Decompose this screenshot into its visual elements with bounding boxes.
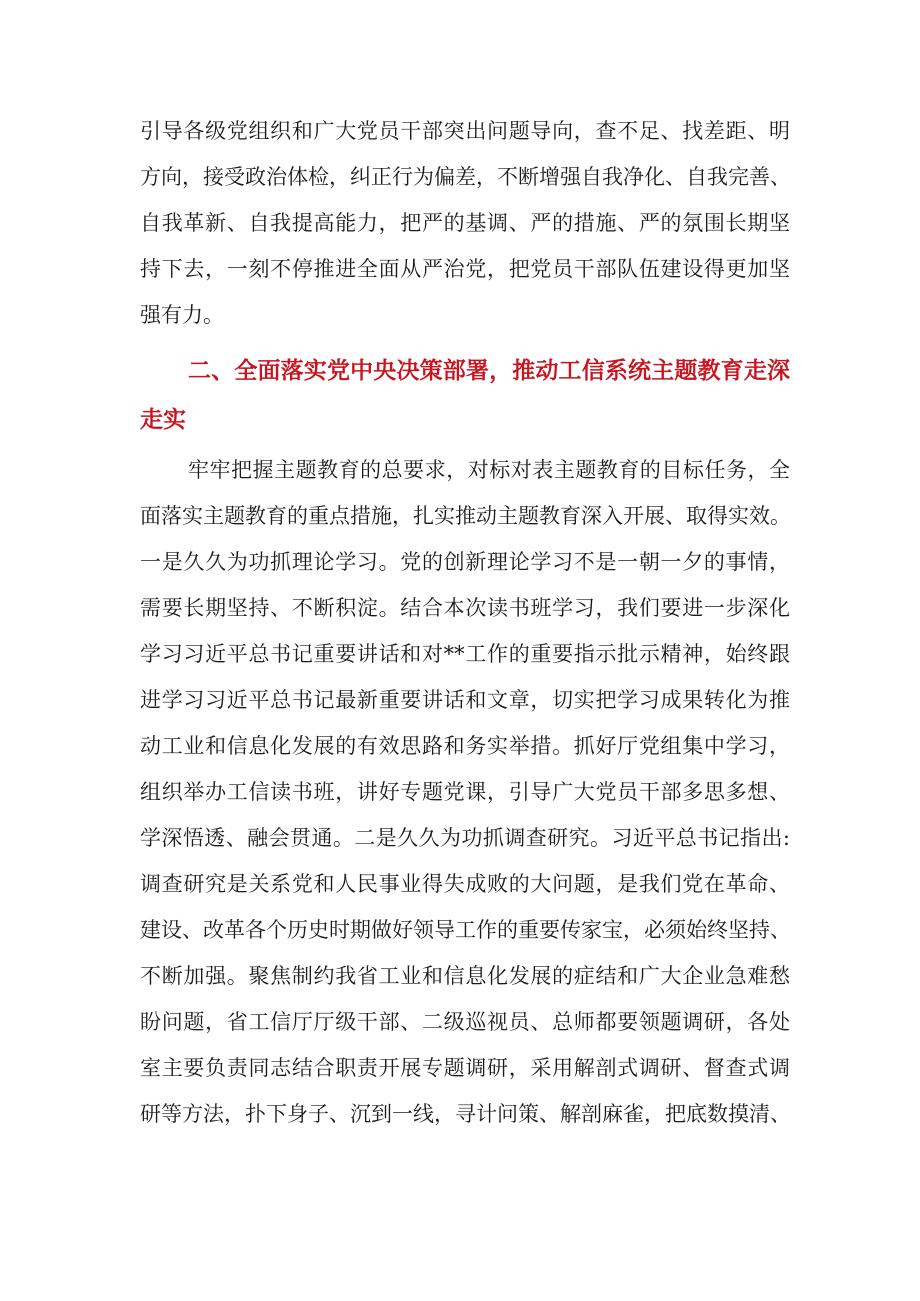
paragraph-2-line: 牢牢把握主题教育的总要求，对标对表主题教育的目标任务，全 xyxy=(188,458,790,482)
paragraph-2-line: 需要长期坚持、不断积淀。结合本次读书班学习，我们要进一步深化 xyxy=(140,596,790,620)
paragraph-2-line: 组织举办工信读书班，讲好专题党课，引导广大党员干部多思多想、 xyxy=(140,780,790,804)
paragraph-2-line: 不断加强。聚焦制约我省工业和信息化发展的症结和广大企业急难愁 xyxy=(140,964,790,988)
section-heading: 走实 xyxy=(140,407,186,433)
paragraph-2-line: 调查研究是关系党和人民事业得失成败的大问题，是我们党在革命、 xyxy=(140,872,790,896)
paragraph-1-line: 持下去，一刻不停推进全面从严治党，把党员干部队伍建设得更加坚 xyxy=(140,257,790,281)
paragraph-2-line: 室主要负责同志结合职责开展专题调研，采用解剖式调研、督查式调 xyxy=(140,1056,790,1080)
paragraph-2-line: 盼问题，省工信厅厅级干部、二级巡视员、总师都要领题调研，各处 xyxy=(140,1010,790,1034)
paragraph-1-line: 强有力。 xyxy=(140,303,224,327)
paragraph-2-line: 学深悟透、融会贯通。二是久久为功抓调查研究。习近平总书记指出: xyxy=(140,826,790,850)
paragraph-2-line: 进学习习近平总书记最新重要讲话和文章，切实把学习成果转化为推 xyxy=(140,688,790,712)
paragraph-2-line: 学习习近平总书记重要讲话和对**工作的重要指示批示精神，始终跟 xyxy=(140,642,790,666)
paragraph-1-line: 自我革新、自我提高能力，把严的基调、严的措施、严的氛围长期坚 xyxy=(140,211,790,235)
paragraph-1-line: 方向，接受政治体检，纠正行为偏差，不断增强自我净化、自我完善、 xyxy=(140,165,791,189)
paragraph-2-line: 面落实主题教育的重点措施，扎实推动主题教育深入开展、取得实效。 xyxy=(140,504,791,528)
section-heading: 二、全面落实党中央决策部署，推动工信系统主题教育走深 xyxy=(188,358,790,384)
paragraph-2-line: 建设、改革各个历史时期做好领导工作的重要传家宝，必须始终坚持、 xyxy=(140,918,791,942)
paragraph-2-line: 一是久久为功抓理论学习。党的创新理论学习不是一朝一夕的事情， xyxy=(140,550,790,574)
paragraph-2-line: 动工业和信息化发展的有效思路和务实举措。抓好厅党组集中学习， xyxy=(140,734,790,758)
paragraph-2-line: 研等方法，扑下身子、沉到一线，寻计问策、解剖麻雀，把底数摸清、 xyxy=(140,1102,791,1126)
paragraph-1-line: 引导各级党组织和广大党员干部突出问题导向，查不足、找差距、明 xyxy=(140,119,790,143)
